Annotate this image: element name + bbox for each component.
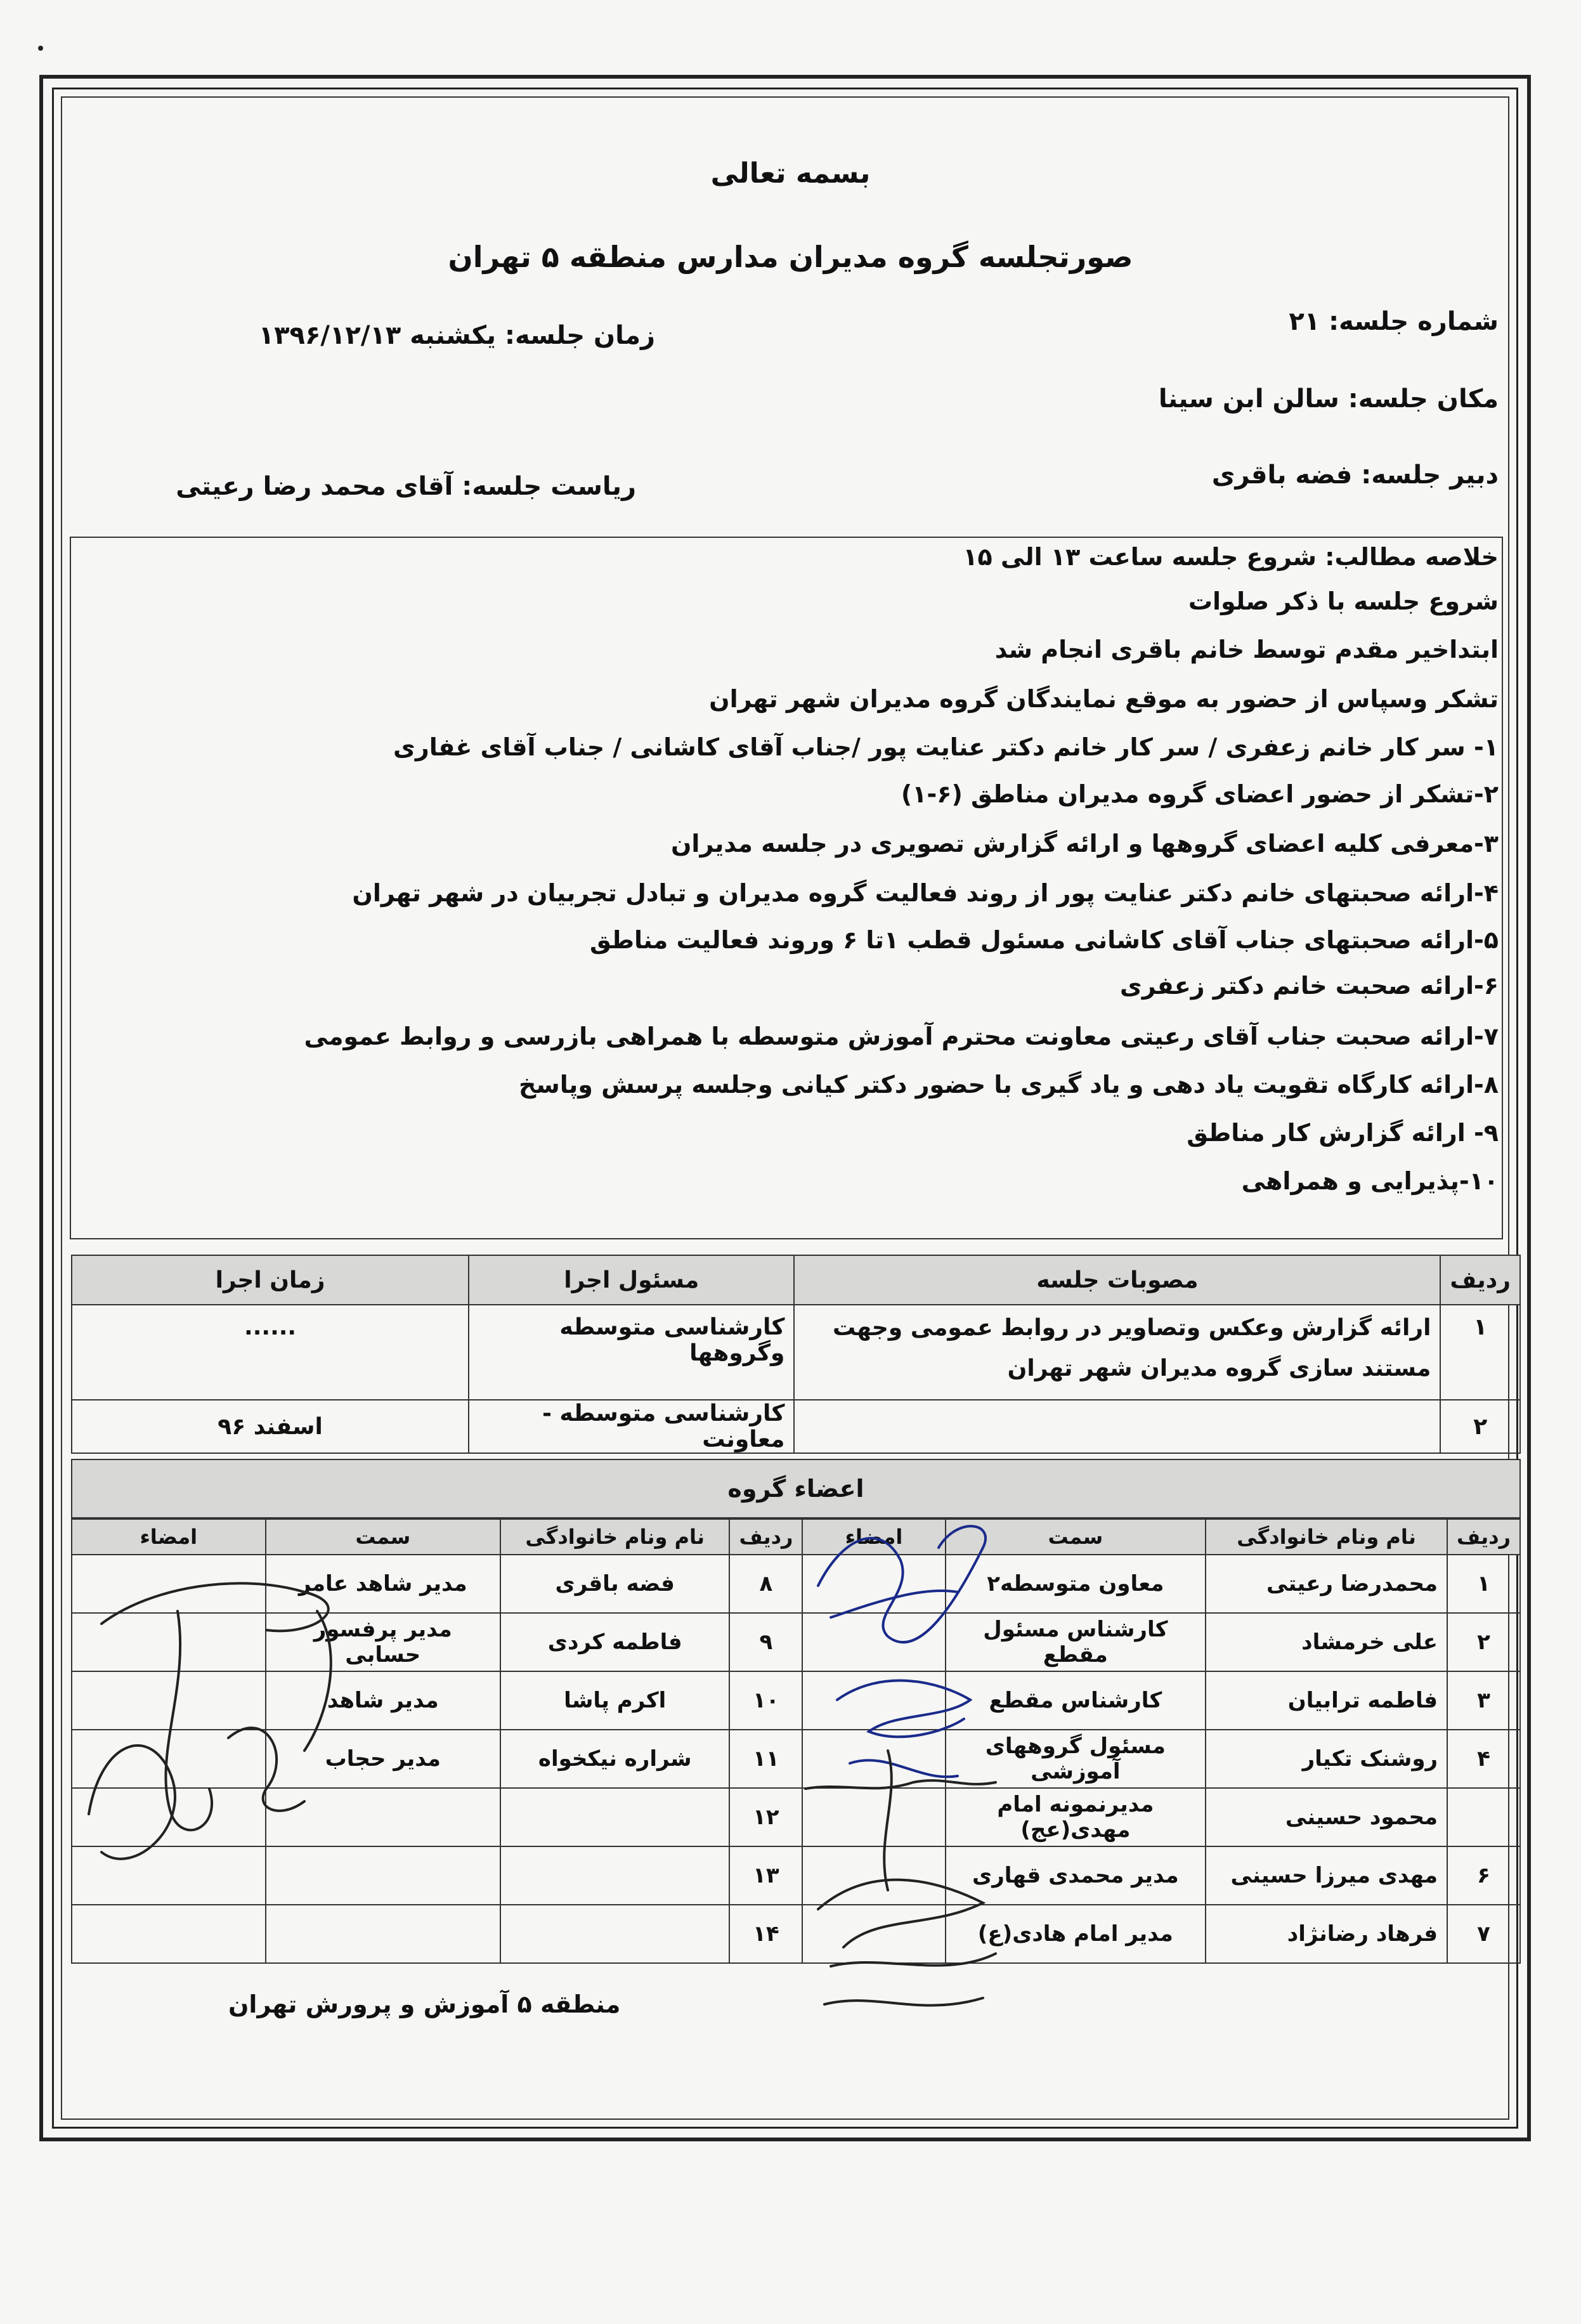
- member-position: مدیر محمدی قهاری: [946, 1846, 1206, 1905]
- members-title: اعضاء گروه: [71, 1459, 1521, 1518]
- table-row: [72, 1671, 1520, 1730]
- member-row-number: ۱۱: [729, 1730, 802, 1788]
- footer-organization: منطقه ۵ آموزش و پرورش تهران: [228, 1990, 621, 2018]
- member-signature: [802, 1788, 945, 1846]
- member-row-number: ۱۴: [729, 1905, 802, 1963]
- member-position: مسئول گروههای آموزشی: [946, 1730, 1206, 1788]
- col-header-name: نام ونام خانوادگی: [1206, 1519, 1447, 1555]
- session-place: مکان جلسه: سالن ابن سینا: [1158, 384, 1499, 414]
- member-name: [500, 1846, 729, 1905]
- member-name: محمدرضا رعیتی: [1206, 1555, 1447, 1613]
- document-title: صورتجلسه گروه مدیران مدارس منطقه ۵ تهران: [448, 240, 1133, 274]
- member-name: شراره نیکخواه: [500, 1730, 729, 1788]
- summary-line: ۶-ارائه صحبت خانم دکتر زعفری: [1119, 972, 1499, 1000]
- member-row-number: ۷: [1447, 1905, 1520, 1963]
- summary-line: ۸-ارائه کارگاه تقویت یاد دهی و یاد گیری با حضور دکتر کیانی وجلسه پرسش وپاسخ: [518, 1071, 1499, 1099]
- resolution-time: اسفند ۹۶: [72, 1400, 469, 1453]
- member-signature: [72, 1730, 266, 1788]
- member-name: فاطمه کردی: [500, 1613, 729, 1671]
- member-position: معاون متوسطه۲: [946, 1555, 1206, 1613]
- session-time: زمان جلسه: یکشنبه ۱۳۹۶/۱۲/۱۳: [258, 321, 655, 350]
- table-row: [72, 1555, 1520, 1613]
- member-position: مدیر امام هادی(ع): [946, 1905, 1206, 1963]
- resolution-owner: کارشناسی متوسطه وگروهها: [469, 1305, 794, 1400]
- col-header-owner: مسئول اجرا: [469, 1255, 794, 1305]
- summary-line: ۱- سر کار خانم زعفری / سر کار خانم دکتر عنایت پور /جناب آقای کاشانی / جناب آقای غفاری: [393, 733, 1499, 761]
- member-signature: [72, 1671, 266, 1730]
- member-signature: [802, 1730, 945, 1788]
- member-signature: [802, 1555, 945, 1613]
- resolutions-table: [71, 1255, 1521, 1454]
- col-header-row: ردیف: [1447, 1519, 1520, 1555]
- member-name: [500, 1788, 729, 1846]
- summary-line: ۳-معرفی کلیه اعضای گروهها و ارائه گزارش تصویری در جلسه مدیران: [671, 830, 1499, 858]
- member-row-number: ۱۲: [729, 1788, 802, 1846]
- member-signature: [802, 1671, 945, 1730]
- member-signature: [72, 1555, 266, 1613]
- table-row: [72, 1305, 1520, 1400]
- col-header-time: زمان اجرا: [72, 1255, 469, 1305]
- ink-dot: [38, 46, 43, 51]
- member-row-number: ۶: [1447, 1846, 1520, 1905]
- member-name: فضه باقری: [500, 1555, 729, 1613]
- member-name: علی خرمشاد: [1206, 1613, 1447, 1671]
- member-row-number: ۳: [1447, 1671, 1520, 1730]
- session-secretary: دبیر جلسه: فضه باقری: [1211, 460, 1499, 490]
- table-row: [72, 1613, 1520, 1671]
- table-row: [72, 1846, 1520, 1905]
- member-position: مدیر شاهد عامر: [266, 1555, 500, 1613]
- resolution-text: [794, 1400, 1440, 1453]
- summary-line: خلاصه مطالب: شروع جلسه ساعت ۱۳ الی ۱۵: [963, 543, 1499, 571]
- member-position: کارشناس مقطع: [946, 1671, 1206, 1730]
- col-header-row: ردیف: [1440, 1255, 1520, 1305]
- row-number: ۲: [1440, 1400, 1520, 1453]
- member-position: مدیر پرفسور حسابی: [266, 1613, 500, 1671]
- table-row: [72, 1730, 1520, 1788]
- col-header-signature: امضاء: [72, 1519, 266, 1555]
- col-header-resolution: مصوبات جلسه: [794, 1255, 1440, 1305]
- member-name: فاطمه ترابیان: [1206, 1671, 1447, 1730]
- member-position: کارشناس مسئول مقطع: [946, 1613, 1206, 1671]
- col-header-name: نام ونام خانوادگی: [500, 1519, 729, 1555]
- member-signature: [72, 1846, 266, 1905]
- member-signature: [802, 1613, 945, 1671]
- col-header-signature: امضاء: [802, 1519, 945, 1555]
- summary-line: ۷-ارائه صحبت جناب آقای رعیتی معاونت محترم آموزش متوسطه با همراهی بازرسی و روابط عمومی: [304, 1022, 1499, 1050]
- bismillah: بسمه تعالی: [710, 157, 871, 190]
- member-position: مدیر حجاب: [266, 1730, 500, 1788]
- member-row-number: ۱۳: [729, 1846, 802, 1905]
- member-name: مهدی میرزا حسینی: [1206, 1846, 1447, 1905]
- table-row: [72, 1400, 1520, 1453]
- member-position: [266, 1846, 500, 1905]
- member-signature: [802, 1846, 945, 1905]
- member-row-number: ۲: [1447, 1613, 1520, 1671]
- resolution-time: ......: [72, 1305, 469, 1400]
- member-signature: [802, 1905, 945, 1963]
- member-signature: [72, 1788, 266, 1846]
- session-number: شماره جلسه: ۲۱: [1289, 307, 1499, 336]
- summary-line: شروع جلسه با ذکر صلوات: [1188, 587, 1499, 615]
- member-name: اکرم پاشا: [500, 1671, 729, 1730]
- member-name: محمود حسینی: [1206, 1788, 1447, 1846]
- member-position: مدیرنمونه امام مهدی(عج): [946, 1788, 1206, 1846]
- summary-line: ۱۰-پذیرایی و همراهی: [1241, 1167, 1499, 1195]
- member-name: روشنک تکیار: [1206, 1730, 1447, 1788]
- table-row: [72, 1788, 1520, 1846]
- member-name: فرهاد رضانژاد: [1206, 1905, 1447, 1963]
- member-position: مدیر شاهد: [266, 1671, 500, 1730]
- resolution-text: ارائه گزارش وعکس وتصاویر در روابط عمومی وجهت مستند سازی گروه مدیران شهر تهران: [794, 1305, 1440, 1400]
- member-row-number: ۸: [729, 1555, 802, 1613]
- member-row-number: ۴: [1447, 1730, 1520, 1788]
- member-row-number: ۱۰: [729, 1671, 802, 1730]
- member-row-number: [1447, 1788, 1520, 1846]
- col-header-row: ردیف: [729, 1519, 802, 1555]
- session-chair: ریاست جلسه: آقای محمد رضا رعیتی: [176, 472, 636, 501]
- summary-line: ۴-ارائه صحبتهای خانم دکتر عنایت پور از روند فعالیت گروه مدیران و تبادل تجربیان در شهر تهران: [352, 879, 1499, 907]
- member-row-number: ۱: [1447, 1555, 1520, 1613]
- member-name: [500, 1905, 729, 1963]
- member-signature: [72, 1613, 266, 1671]
- member-signature: [72, 1905, 266, 1963]
- members-table: [71, 1518, 1521, 1964]
- member-position: [266, 1905, 500, 1963]
- resolution-owner: کارشناسی متوسطه - معاونت: [469, 1400, 794, 1453]
- member-row-number: ۹: [729, 1613, 802, 1671]
- col-header-position: سمت: [946, 1519, 1206, 1555]
- summary-line: ابتداخیر مقدم توسط خانم باقری انجام شد: [994, 636, 1499, 663]
- table-row: [72, 1905, 1520, 1963]
- summary-line: ۹- ارائه گزارش کار مناطق: [1187, 1119, 1499, 1147]
- summary-line: ۲-تشکر از حضور اعضای گروه مدیران مناطق (۶-۱): [901, 780, 1499, 808]
- summary-line: ۵-ارائه صحبتهای جناب آقای کاشانی مسئول قطب ۱تا ۶ وروند فعالیت مناطق: [589, 926, 1499, 954]
- member-position: [266, 1788, 500, 1846]
- row-number: ۱: [1440, 1305, 1520, 1400]
- col-header-position: سمت: [266, 1519, 500, 1555]
- summary-line: تشکر وسپاس از حضور به موقع نمایندگان گروه مدیران شهر تهران: [709, 685, 1499, 713]
